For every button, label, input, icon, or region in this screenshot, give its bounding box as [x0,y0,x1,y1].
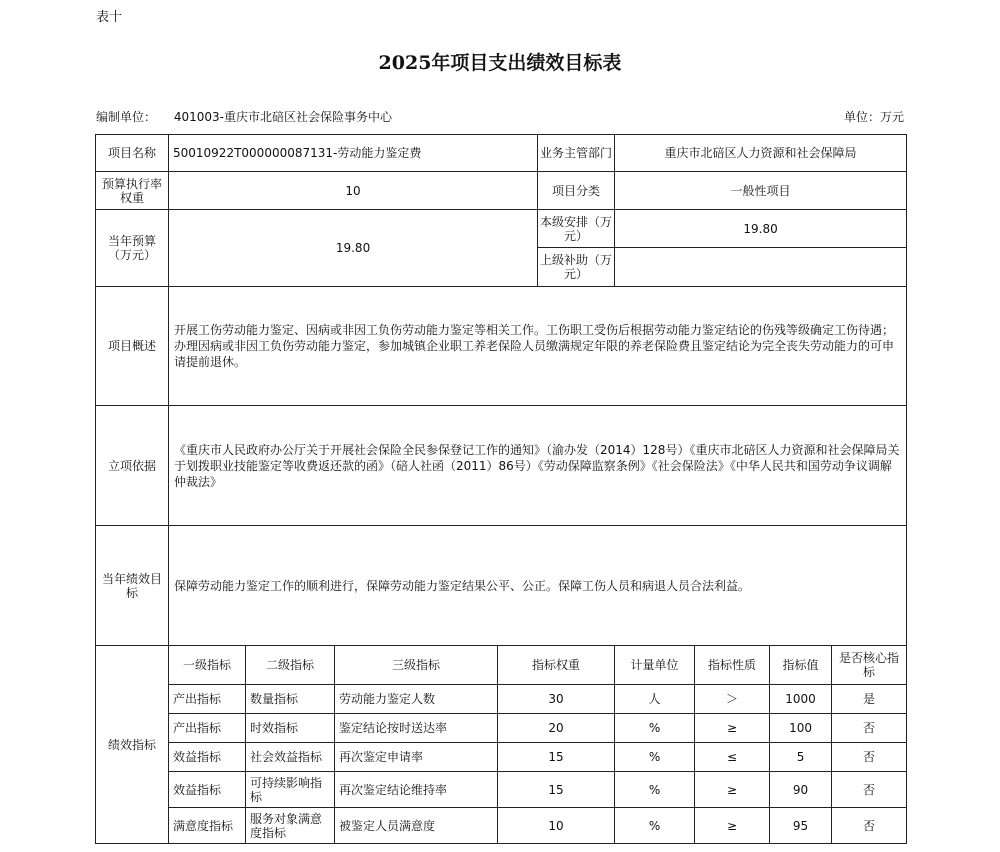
cell-core: 否 [832,743,907,772]
budget-label: 当年预算（万元） [96,210,169,287]
cell-level1: 效益指标 [169,772,246,808]
cell-value: 95 [770,808,832,844]
page-title: 2025年项目支出绩效目标表 [378,52,622,74]
cell-level3: 鉴定结论按时送达率 [335,714,498,743]
table-row [96,772,907,808]
cell-value: 100 [770,714,832,743]
cell-weight: 30 [498,685,615,714]
cell-value: 5 [770,743,832,772]
dept-value: 重庆市北碚区人力资源和社会保障局 [615,135,907,172]
basis-label: 立项依据 [96,406,169,526]
project-name: 50010922T000000087131-劳动能力鉴定费 [169,135,538,172]
dept-label: 业务主管部门 [538,135,615,172]
local-label: 本级安排（万元） [538,210,615,248]
money-unit: 单位：万元 [843,110,904,124]
goal-label: 当年绩效目标 [96,526,169,646]
cell-level1: 满意度指标 [169,808,246,844]
cell-level2: 数量指标 [246,685,335,714]
cell-nature: ≥ [695,714,770,743]
cell-nature: ≥ [695,808,770,844]
cell-weight: 20 [498,714,615,743]
cell-core: 是 [832,685,907,714]
header-nature: 指标性质 [695,646,770,685]
cell-unit: % [615,743,695,772]
cell-unit: % [615,808,695,844]
header-core: 是否核心指标 [832,646,907,685]
cell-level2: 时效指标 [246,714,335,743]
cell-level3: 被鉴定人员满意度 [335,808,498,844]
header-weight: 指标权重 [498,646,615,685]
overview-text: 开展工伤劳动能力鉴定、因病或非因工负伤劳动能力鉴定等相关工作。工伤职工受伤后根据劳动能力鉴定结论的伤残等级确定工伤待遇；办理因病或非因工负伤劳动能力鉴定，参加城镇企业职工养老保险人员缴满规定年限的养老保险费且鉴定结论为完全丧失劳动能力的可申请提前退休。 [169,287,907,406]
cell-level3: 劳动能力鉴定人数 [335,685,498,714]
cell-value: 90 [770,772,832,808]
upper-value [615,248,907,287]
goal-text: 保障劳动能力鉴定工作的顺利进行，保障劳动能力鉴定结果公平、公正。保障工伤人员和病退人员合法利益。 [169,526,907,646]
org-unit-value: 401003-重庆市北碚区社会保险事务中心 [173,110,392,124]
upper-label: 上级补助（万元） [538,248,615,287]
table-number: 表十 [96,10,123,25]
local-value: 19.80 [615,210,907,248]
cell-unit: 人 [615,685,695,714]
cell-level1: 产出指标 [169,685,246,714]
cell-level3: 再次鉴定结论维持率 [335,772,498,808]
header-unit: 计量单位 [615,646,695,685]
cell-weight: 10 [498,808,615,844]
project-name-label: 项目名称 [96,135,169,172]
cell-unit: % [615,714,695,743]
table-row [96,743,907,772]
cell-core: 否 [832,714,907,743]
weight-label: 预算执行率权重 [96,172,169,210]
category-value: 一般性项目 [615,172,907,210]
cell-weight: 15 [498,743,615,772]
cell-level2: 服务对象满意度指标 [246,808,335,844]
header-level1: 一级指标 [169,646,246,685]
org-unit [96,108,392,125]
table-row [96,685,907,714]
cell-level2: 社会效益指标 [246,743,335,772]
header-level3: 三级指标 [335,646,498,685]
cell-level2: 可持续影响指标 [246,772,335,808]
cell-core: 否 [832,808,907,844]
budget-value: 19.80 [169,210,538,287]
table-row [96,714,907,743]
header-level2: 二级指标 [246,646,335,685]
cell-level1: 产出指标 [169,714,246,743]
cell-nature: ≤ [695,743,770,772]
header-value: 指标值 [770,646,832,685]
indicators-label: 绩效指标 [96,646,169,844]
weight-value: 10 [169,172,538,210]
cell-nature: ＞ [695,685,770,714]
table-row [96,808,907,844]
category-label: 项目分类 [538,172,615,210]
cell-core: 否 [832,772,907,808]
cell-value: 1000 [770,685,832,714]
cell-weight: 15 [498,772,615,808]
cell-level1: 效益指标 [169,743,246,772]
cell-unit: % [615,772,695,808]
overview-label: 项目概述 [96,287,169,406]
performance-table [95,134,907,844]
org-unit-label: 编制单位： [96,110,157,124]
cell-level3: 再次鉴定申请率 [335,743,498,772]
cell-nature: ≥ [695,772,770,808]
basis-text: 《重庆市人民政府办公厅关于开展社会保险全民参保登记工作的通知》（渝办发（2014）128号）《重庆市北碚区人力资源和社会保障局关于划拨职业技能鉴定等收费返还款的函》（碚人社函（2011）86号）《劳动保障监察条例》《社会保险法》《中华人民共和国劳动争议调解仲裁法》 [169,406,907,526]
